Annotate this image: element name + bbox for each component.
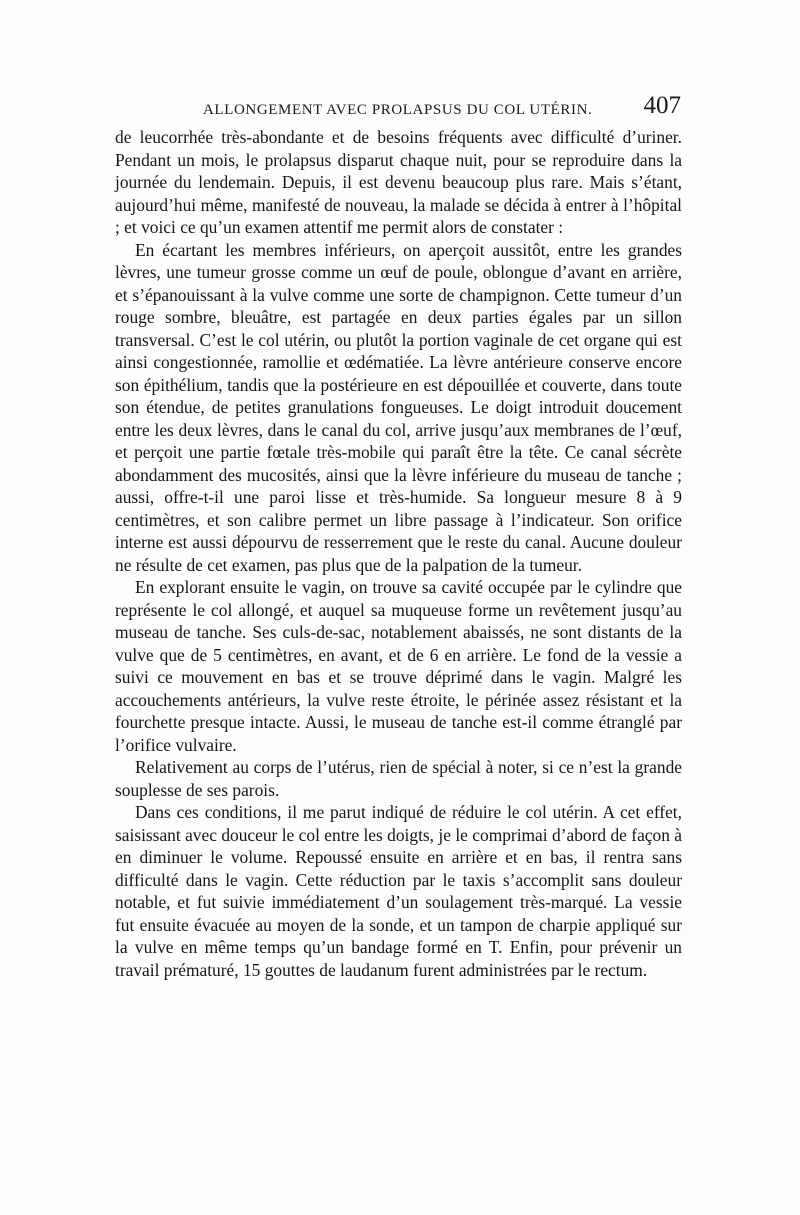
page-number: 407 bbox=[643, 92, 681, 119]
running-title: ALLONGEMENT AVEC PROLAPSUS DU COL UTÉRIN. bbox=[203, 102, 593, 118]
paragraph-examination: En écartant les membres inférieurs, on aperçoit aussitôt, entre les grandes lèvres, une tumeur grosse comme un œuf de poule, oblongue d’avant en arrière, et s’épanouissant à la vulve comme une sorte de champignon. Cette tumeur d’un rouge sombre, bleuâtre, est partagée en deux parties égales par un sillon transversal. C’est le col utérin, ou plutôt la portion vaginale de cet organe qui est ainsi congestionnée, ramollie et œdématiée. La lèvre antérieure conserve encore son épithélium, tandis que la postérieure en est dépouillée et couverte, dans toute son étendue, de petites granulations fongueuses. Le doigt introduit doucement entre les deux lèvres, dans le canal du col, arrive jusqu’aux membranes de l’œuf, et perçoit une partie fœtale très-mobile qui paraît être la tête. Ce canal sécrète abondamment des mucosités, ainsi que la lèvre inférieure du museau de tanche ; aussi, offre-t-il une paroi lisse et très-humide. Sa longueur mesure 8 à 9 centimètres, et son calibre permet un libre passage à l’indicateur. Son orifice interne est aussi dépourvu de resserrement que le reste du canal. Aucune douleur ne résulte de cet examen, pas plus que de la palpation de la tumeur. bbox=[115, 239, 682, 575]
paragraph-vagina: En explorant ensuite le vagin, on trouve sa cavité occupée par le cylindre que représente le col allongé, et auquel sa muqueuse forme un revêtement jusqu’au museau de tanche. Ses culs-de-sac, notablement abaissés, ne sont distants de la vulve que de 5 centimètres, en avant, et de 6 en arrière. Le fond de la vessie a suivi ce mouvement en bas et se trouve déprimé dans le vagin. Malgré les accouchements antérieurs, la vulve reste étroite, le périnée assez résistant et la fourchette presque intacte. Aussi, le museau de tanche est-il comme étranglé par l’orifice vulvaire. bbox=[115, 577, 682, 755]
paragraph-uterus-body: Relativement au corps de l’utérus, rien de spécial à noter, si ce n’est la grande souplesse de ses parois. bbox=[115, 757, 682, 800]
body-text bbox=[115, 126, 682, 981]
running-head bbox=[115, 92, 685, 124]
paragraph-continued: de leucorrhée très-abondante et de besoins fréquents avec difficulté d’uriner. Pendant un mois, le prolapsus disparut chaque nuit, pour se reproduire dans la journée du lendemain. Depuis, il est devenu beaucoup plus rare. Mais s’étant, aujourd’hui même, manifesté de nouveau, la malade se décida à entrer à l’hôpital ; et voici ce qu’un examen attentif me permit alors de constater : bbox=[115, 127, 682, 237]
paragraph-treatment: Dans ces conditions, il me parut indiqué de réduire le col utérin. A cet effet, saisissant avec douceur le col entre les doigts, je le comprimai d’abord de façon à en diminuer le volume. Repoussé ensuite en arrière et en bas, il rentra sans difficulté dans le vagin. Cette réduction par le taxis s’accomplit sans douleur notable, et fut suivie immédiatement d’un soulagement très-marqué. La vessie fut ensuite évacuée au moyen de la sonde, et un tampon de charpie appliqué sur la vulve en même temps qu’un bandage formé en T. Enfin, pour prévenir un travail prématuré, 15 gouttes de laudanum furent administrées par le rectum. bbox=[115, 802, 682, 980]
